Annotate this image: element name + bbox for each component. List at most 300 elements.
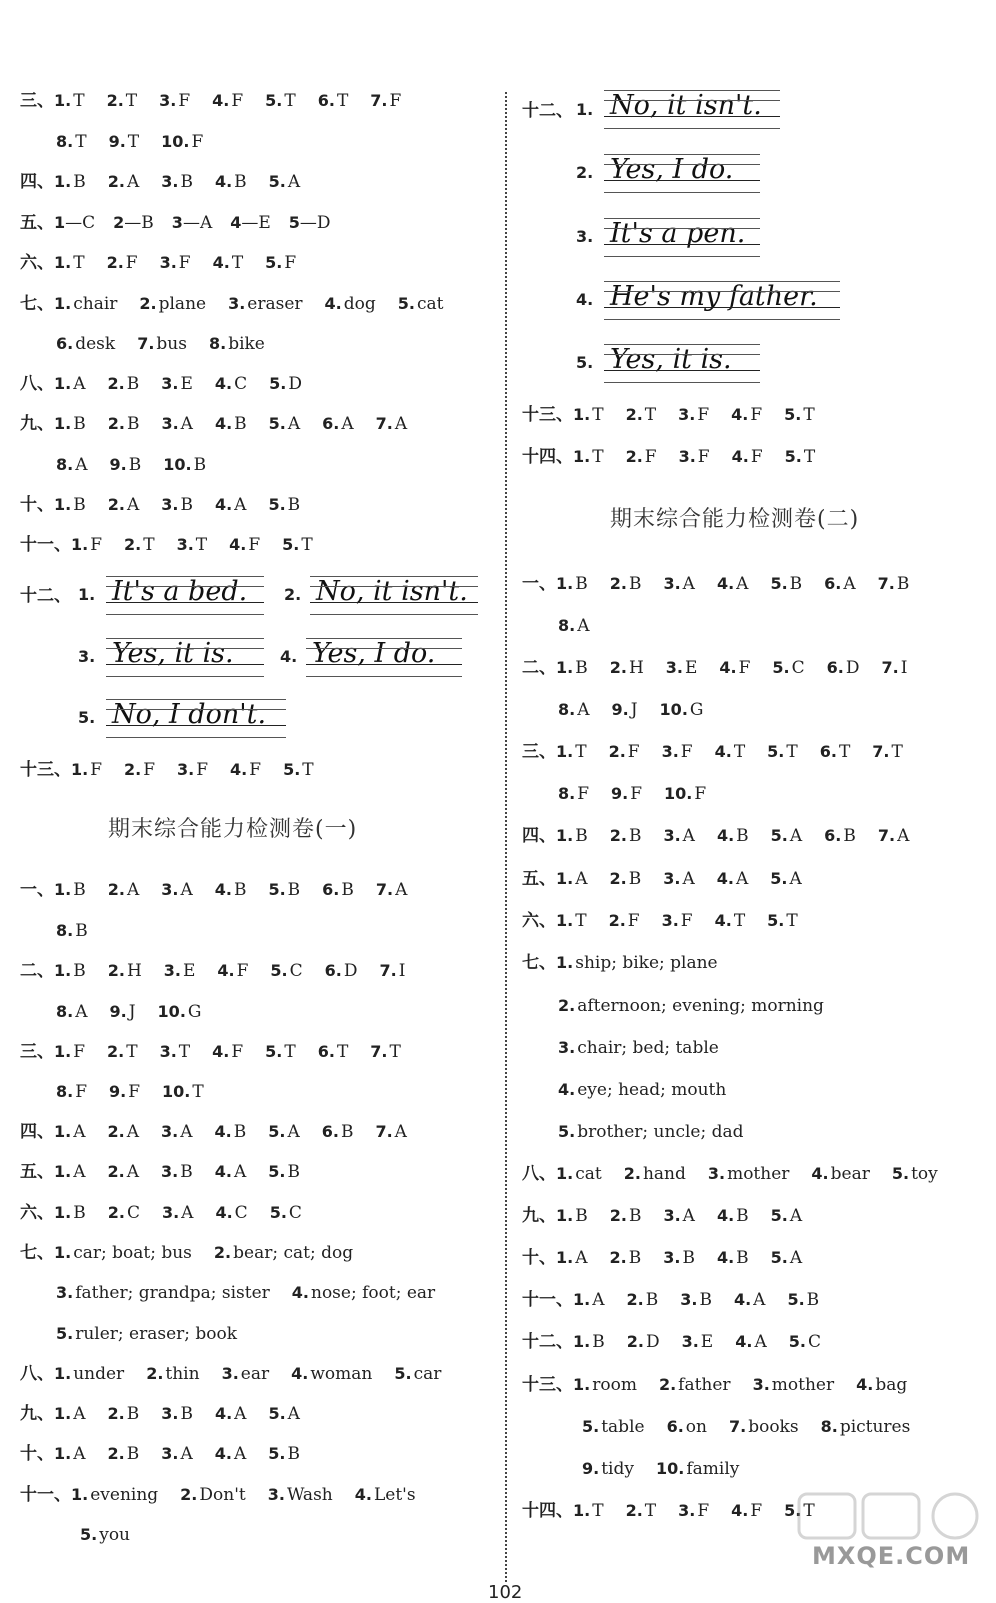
answer-item [214,1243,353,1263]
section-number: 十三、 [522,405,573,425]
answer-value: plane [158,294,207,314]
section-number: 十一、 [20,1485,71,1505]
answer-item [283,760,314,780]
answer-item [109,132,140,152]
answer-item [146,1364,199,1384]
answer-item [394,1364,441,1384]
answer-item [172,213,212,233]
answer-value: B [736,826,749,846]
item-number: 4. [230,760,248,779]
answer-value: A [753,1290,766,1310]
answer-line [80,1524,130,1546]
answer-item [56,1283,270,1303]
answer-line [20,171,300,193]
answer-value: A [73,374,86,394]
answer-item [177,760,208,780]
answer-value: C [288,1203,302,1223]
answer-value: cat [416,294,444,314]
item-number: 1. [573,405,591,424]
answer-value: T [336,1042,349,1062]
item-number: 5. [772,658,790,677]
answer-item [54,1162,86,1182]
item-number: 1. [54,91,72,110]
answer-value: A [682,1206,695,1226]
answer-value: B [736,1206,749,1226]
answer-value: B [575,1206,588,1226]
answer-value: B [287,1162,300,1182]
handwritten-answer: It's a pen. [610,218,746,249]
answer-value: T [231,253,244,273]
item-number: 1. [54,374,72,393]
answer-item [160,253,191,273]
answer-item [878,826,910,846]
item-number: 4. [291,1364,309,1383]
item-number: 4. [212,91,230,110]
answer-value: father [678,1375,731,1395]
answer-value: F [231,91,244,111]
answer-item [626,1501,657,1521]
item-number: 4. [214,1444,232,1463]
answer-item [54,213,95,233]
answer-value: H [628,658,644,678]
answer-value: B [180,172,193,192]
answer-line [20,1202,302,1224]
answer-value: B [233,1122,247,1142]
answer-item [556,953,718,973]
item-number: 5. [268,495,286,514]
answer-value: A [682,869,695,889]
item-number: 4. [214,1404,233,1423]
answer-value: T [733,911,746,931]
answer-line [522,868,802,890]
answer-value: B [628,1248,642,1268]
item-number: 3. [176,535,194,554]
answer-line [522,404,815,426]
item-number: 5. [270,961,288,980]
item-number: 3. [663,574,681,593]
answer-line [522,657,907,679]
item-number: 1. [54,294,72,313]
item-number: 1. [556,742,574,761]
answer-value: F [125,253,138,273]
answer-item [177,535,208,555]
answer-value: T [786,911,798,931]
answer-line [20,1363,441,1385]
item-number: 3. [752,1375,770,1394]
answer-value: family [686,1459,740,1479]
handwriting-line [604,88,780,128]
answer-value: desk [75,334,116,354]
item-number: 1. [556,1248,574,1267]
answer-value: T [284,1042,296,1062]
answer-value: F [128,1082,141,1102]
item-number: 1. [54,1444,72,1463]
answer-value: B [896,574,910,594]
answer-value: F [697,1501,710,1521]
section-number: 八、 [522,1164,556,1184]
answer-value: T [644,1501,657,1521]
answer-value: C [791,658,805,678]
answer-item [54,961,86,981]
answer-line [558,1121,744,1143]
item-number: 2. [106,253,124,272]
handwriting-line [306,636,462,676]
answer-value: B [234,172,247,192]
answer-value: brother; uncle; dad [577,1122,744,1142]
answer-value: A [75,1002,88,1022]
answer-item [872,742,903,762]
answer-line [522,1374,907,1396]
answer-value: B [628,826,642,846]
section-number: 十、 [20,495,54,515]
item-number: 6. [317,91,335,110]
answer-value: B [180,495,193,515]
answer-line [20,90,401,112]
answer-value: F [231,1042,244,1062]
item-number: 10. [162,1082,191,1101]
answer-value: B [234,414,247,434]
answer-value: B [126,1444,140,1464]
answer-item [137,334,187,354]
answer-item [54,414,86,434]
section-number: 七、 [20,294,54,314]
item-number: 5. [767,911,785,930]
answer-item [164,961,196,981]
answer-item [124,535,155,555]
answer-line [56,920,88,942]
answer-value: T [803,405,815,425]
item-number: 3. [661,911,679,930]
answer-value: F [697,405,710,425]
answer-line [20,413,407,435]
answer-value: B [75,921,88,941]
item-number: 2. [213,1243,232,1262]
item-number: 6. [317,1042,335,1061]
answer-value: C [289,961,303,981]
answer-item [161,414,193,434]
item-number: 7. [370,1042,388,1061]
item-number: 3. [159,1042,177,1061]
answer-line [20,1443,300,1465]
answer-value: A [181,1203,194,1223]
item-number: 6. [324,961,342,980]
answer-line [522,446,815,468]
answer-item [215,374,247,394]
answer-value: F [249,760,262,780]
answer-value: B [628,1206,642,1226]
item-number: 7. [728,1417,747,1436]
answer-value: T [838,742,851,762]
answer-value: T [284,91,296,111]
item-number: 4. [214,1122,232,1141]
answer-value: E [700,1332,714,1352]
item-number: 1. [54,1042,72,1061]
item-number: 2. [107,414,125,433]
item-number: 3. [678,1501,696,1520]
answer-item [717,1248,749,1268]
answer-item [215,1404,247,1424]
item-number: 9. [611,700,629,719]
answer-item [785,447,816,467]
answer-value: B [592,1332,605,1352]
answer-item [159,91,190,111]
answer-value: E [180,374,193,394]
item-number: 7. [872,742,890,761]
answer-value: B [628,869,642,889]
answer-item [161,1162,193,1182]
answer-value: A [682,574,695,594]
handwriting-line [604,216,760,256]
item-number: 6. [666,1417,684,1436]
answer-value: B [575,658,588,678]
answer-value: you [99,1525,131,1545]
item-number: 1. [556,658,574,677]
answer-line [582,1458,739,1480]
answer-value: ship; bike; plane [575,953,718,973]
answer-value: F [236,961,249,981]
item-number: 7. [137,334,155,353]
answer-item [124,760,155,780]
answer-value: hand [642,1164,686,1184]
answer-item [556,742,587,762]
answer-item [161,172,193,192]
item-number: 8. [558,616,576,635]
item-number: 5. [268,1122,286,1141]
item-number: 5 [288,213,300,232]
answer-item [558,996,824,1016]
section-number: 一、 [522,574,556,594]
item-number: 4. [811,1164,829,1183]
item-number: 1. [54,1364,72,1383]
answer-item [268,1444,300,1464]
answer-item [582,1417,645,1437]
answer-value: A [73,1404,86,1424]
answer-item [292,1283,435,1303]
answer-item [161,132,203,152]
answer-item [821,1417,911,1437]
item-number: 2. [609,658,627,677]
answer-value: car [413,1364,442,1384]
answer-value: A [287,414,301,434]
answer-item [56,1324,237,1344]
answer-item [215,1162,247,1182]
answer-line [20,1161,300,1183]
item-number: 8. [56,1002,74,1021]
answer-value: A [73,1444,86,1464]
item-number: 1. [54,172,72,191]
answer-value: T [125,91,138,111]
item-number: 4. [229,535,247,554]
item-number: 2. [146,1364,164,1383]
answer-line [20,1041,401,1063]
answer-item [558,700,590,720]
answer-value: B [340,1122,354,1142]
answer-item [558,1080,726,1100]
answer-value: ruler; eraser; book [75,1324,238,1344]
answer-value: F [694,784,707,804]
item-number: 5. [80,1525,98,1544]
answer-value: A [394,1122,407,1142]
answer-value: F [75,1082,88,1102]
answer-item [610,1248,642,1268]
section-number: 十四、 [522,1501,573,1521]
item-number: 4. [214,172,233,191]
answer-value: A [789,869,802,889]
answer-item [162,1082,204,1102]
answer-line [558,615,590,637]
answer-item [573,1501,604,1521]
answer-item [270,1203,302,1223]
answer-item [573,405,604,425]
answer-item [734,1290,766,1310]
answer-value: cat [575,1164,602,1184]
item-number: 1. [54,414,72,433]
answer-value: F [750,1501,763,1521]
answer-item [54,91,85,111]
item-number: 10. [664,784,693,803]
item-number: 5. [268,172,286,191]
answer-item [161,374,193,394]
answer-value: A [287,172,301,192]
answer-line [522,952,718,974]
answer-value: J [128,1002,136,1022]
item-number: 8. [56,132,74,151]
item-number: 2 [113,213,125,232]
answer-value: F [750,405,763,425]
section-number: 八、 [20,1364,54,1384]
item-number: 1. [54,495,72,514]
answer-item [787,1290,819,1310]
item-number: 3. [576,227,594,246]
answer-value: A [341,414,354,434]
answer-item [108,1203,140,1223]
answer-item [610,826,642,846]
answer-value: B [73,1203,86,1223]
answer-item [771,1206,803,1226]
handwritten-answer: No, I don't. [112,699,267,730]
answer-value: A [575,869,588,889]
handwriting-line [106,636,264,676]
answer-item [663,574,695,594]
answer-value: F [750,447,763,467]
answer-item [212,91,243,111]
answer-value: toy [911,1164,938,1184]
item-number: 2. [609,574,627,593]
answer-item [56,1002,88,1022]
answer-item [558,616,590,636]
item-number: 5. [788,1332,806,1351]
answer-item [212,1042,243,1062]
item-number: 5. [770,1248,788,1267]
answer-value: —E [241,213,271,233]
answer-item [682,1332,714,1352]
item-number: 4. [214,880,232,899]
answer-item [108,374,140,394]
item-number: 3. [707,1164,726,1183]
answer-value: B [126,414,140,434]
answer-item [109,1082,140,1102]
answer-value: B [128,455,142,475]
answer-value: T [592,405,604,425]
answer-value: F [630,784,643,804]
item-number: 1. [556,826,574,845]
answer-value: eye; head; mouth [577,1080,727,1100]
answer-value: A [234,1404,247,1424]
answer-value: —C [65,213,96,233]
item-number: 2. [609,1206,627,1225]
answer-line [20,879,407,901]
item-number: 5. [770,1206,788,1225]
item-number: 5. [576,353,594,372]
item-number: 4. [214,414,233,433]
answer-line [522,1500,815,1522]
item-number: 2. [107,374,125,393]
item-number: 2. [124,760,142,779]
answer-value: table [601,1417,645,1437]
answer-value: T [73,253,85,273]
item-number: 2. [180,1485,198,1504]
answer-item [108,880,140,900]
answer-value: A [754,1332,767,1352]
answer-item [215,1444,247,1464]
answer-value: F [697,447,710,467]
item-number: 6. [56,334,74,353]
answer-value: A [234,495,247,515]
item-number: 5. [268,1162,286,1181]
answer-item [664,784,706,804]
item-number: 2. [107,880,125,899]
item-number: 9. [109,1002,127,1021]
answer-item [228,294,302,314]
answer-item [573,447,604,467]
answer-item [609,742,640,762]
answer-value: books [748,1417,799,1437]
answer-item [375,1122,407,1142]
item-number: 1. [556,1206,574,1225]
item-number: 5. [784,1501,802,1520]
section-number: 五、 [20,1162,54,1182]
answer-item [71,1485,158,1505]
answer-item [771,826,803,846]
answer-item [770,869,802,889]
answer-value: A [180,880,193,900]
answer-item [611,784,642,804]
answer-value: A [897,826,910,846]
item-number: 3. [161,1122,179,1141]
answer-value: A [395,880,408,900]
answer-value: F [577,784,590,804]
answer-value: A [287,1404,300,1424]
item-number: 4. [716,869,734,888]
answer-item [54,1364,124,1384]
section-number: 三、 [20,1042,54,1062]
answer-item [158,1002,202,1022]
item-number: 4. [291,1283,309,1302]
item-number: 5. [784,405,802,424]
answer-value: room [592,1375,637,1395]
item-number: 10. [161,132,190,151]
answer-item [322,414,354,434]
answer-value: B [843,826,856,846]
item-number: 2. [609,826,627,845]
answer-value: C [807,1332,821,1352]
item-number: 6. [819,742,837,761]
answer-item [230,213,271,233]
item-number: 10. [157,1002,186,1021]
item-number: 2. [284,585,302,604]
answer-value: I [900,658,908,678]
answer-item [269,414,301,434]
